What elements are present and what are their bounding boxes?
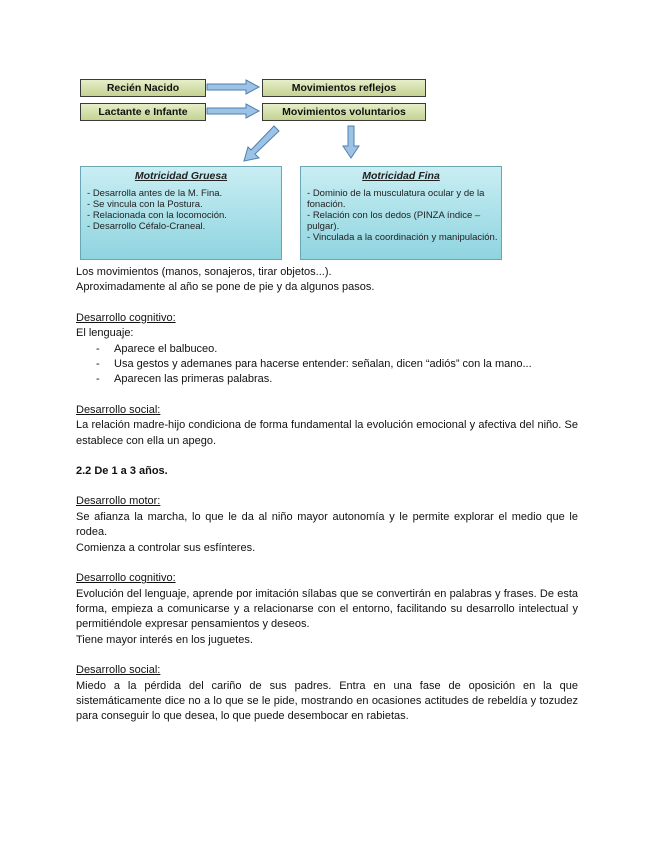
fine-motor-panel bbox=[300, 166, 502, 260]
infant-box: Lactante e Infante bbox=[80, 103, 206, 121]
arrow-down-left-icon bbox=[244, 126, 279, 161]
paragraph: La relación madre-hijo condiciona de forma fundamental la evolución emocional y afectiva del niño. Se establece con ella un apego. bbox=[76, 419, 578, 447]
voluntary-movements-box: Movimientos voluntarios bbox=[262, 103, 426, 121]
motor-development-diagram bbox=[76, 76, 506, 262]
paragraph: Evolución del lenguaje, aprende por imitación sílabas que se convertirán en palabras y frases. De esta forma, empieza a comunicarse y a relacionarse con el entorno, facilitando su desarrollo intelectual y permitiéndole expresar pensamientos y deseos. bbox=[76, 587, 578, 631]
fine-motor-list bbox=[301, 188, 501, 243]
arrow-right-icon bbox=[207, 80, 259, 94]
list-item: - Se vincula con la Postura. bbox=[87, 199, 281, 210]
arrow-down-icon bbox=[343, 126, 359, 158]
list-item-text: Aparece el balbuceo. bbox=[114, 342, 218, 355]
motor-heading: Desarrollo motor: bbox=[76, 495, 161, 508]
document-body bbox=[76, 265, 578, 725]
list-item: - Desarrolla antes de la M. Fina. bbox=[87, 188, 281, 199]
paragraph: Miedo a la pérdida del cariño de sus padres. Entra en una fase de oposición en la que sistemáticamente dice no a lo que se le pide, mostrando en ocasiones actitudes de rebeldía y tozudez para conseguir lo que desea, lo que puede desembocar en rabietas. bbox=[76, 679, 578, 723]
reflex-movements-box: Movimientos reflejos bbox=[262, 79, 426, 97]
list-item: - Aparecen las primeras palabras. bbox=[96, 373, 273, 386]
cognitive-heading: Desarrollo cognitivo: bbox=[76, 572, 176, 585]
paragraph: Se afianza la marcha, lo que le da al niño mayor autonomía y le permite explorar el medio que le rodea. bbox=[76, 510, 578, 539]
section-heading: 2.2 De 1 a 3 años. bbox=[76, 465, 168, 478]
list-item: - Relacionada con la locomoción. bbox=[87, 210, 281, 221]
social-heading: Desarrollo social: bbox=[76, 664, 161, 677]
paragraph: El lenguaje: bbox=[76, 327, 134, 340]
gross-motor-panel bbox=[80, 166, 282, 260]
list-item-text: Usa gestos y ademanes para hacerse entender: señalan, dicen “adiós” con la mano... bbox=[114, 358, 532, 371]
list-item: - Desarrollo Céfalo-Craneal. bbox=[87, 221, 281, 232]
gross-motor-title: Motricidad Gruesa bbox=[134, 170, 228, 182]
newborn-box: Recién Nacido bbox=[80, 79, 206, 97]
fine-motor-title: Motricidad Fina bbox=[362, 170, 440, 182]
cognitive-heading: Desarrollo cognitivo: bbox=[76, 311, 176, 324]
list-item: - Dominio de la musculatura ocular y de la fonación. bbox=[307, 188, 501, 210]
list-item-text: Aparecen las primeras palabras. bbox=[114, 373, 273, 386]
social-heading: Desarrollo social: bbox=[76, 403, 161, 416]
paragraph: Aproximadamente al año se pone de pie y da algunos pasos. bbox=[76, 281, 375, 294]
gross-motor-list bbox=[81, 188, 281, 232]
paragraph: Comienza a controlar sus esfínteres. bbox=[76, 541, 256, 554]
paragraph: Tiene mayor interés en los juguetes. bbox=[76, 633, 253, 646]
paragraph: Los movimientos (manos, sonajeros, tirar objetos...). bbox=[76, 266, 332, 278]
arrow-right-icon bbox=[207, 104, 259, 118]
list-item: - Usa gestos y ademanes para hacerse entender: señalan, dicen “adiós” con la mano... bbox=[96, 358, 532, 371]
list-item: - Aparece el balbuceo. bbox=[96, 342, 218, 355]
list-item: - Relación con los dedos (PINZA índice – pulgar). bbox=[307, 210, 501, 232]
list-item: - Vinculada a la coordinación y manipulación. bbox=[307, 232, 501, 243]
